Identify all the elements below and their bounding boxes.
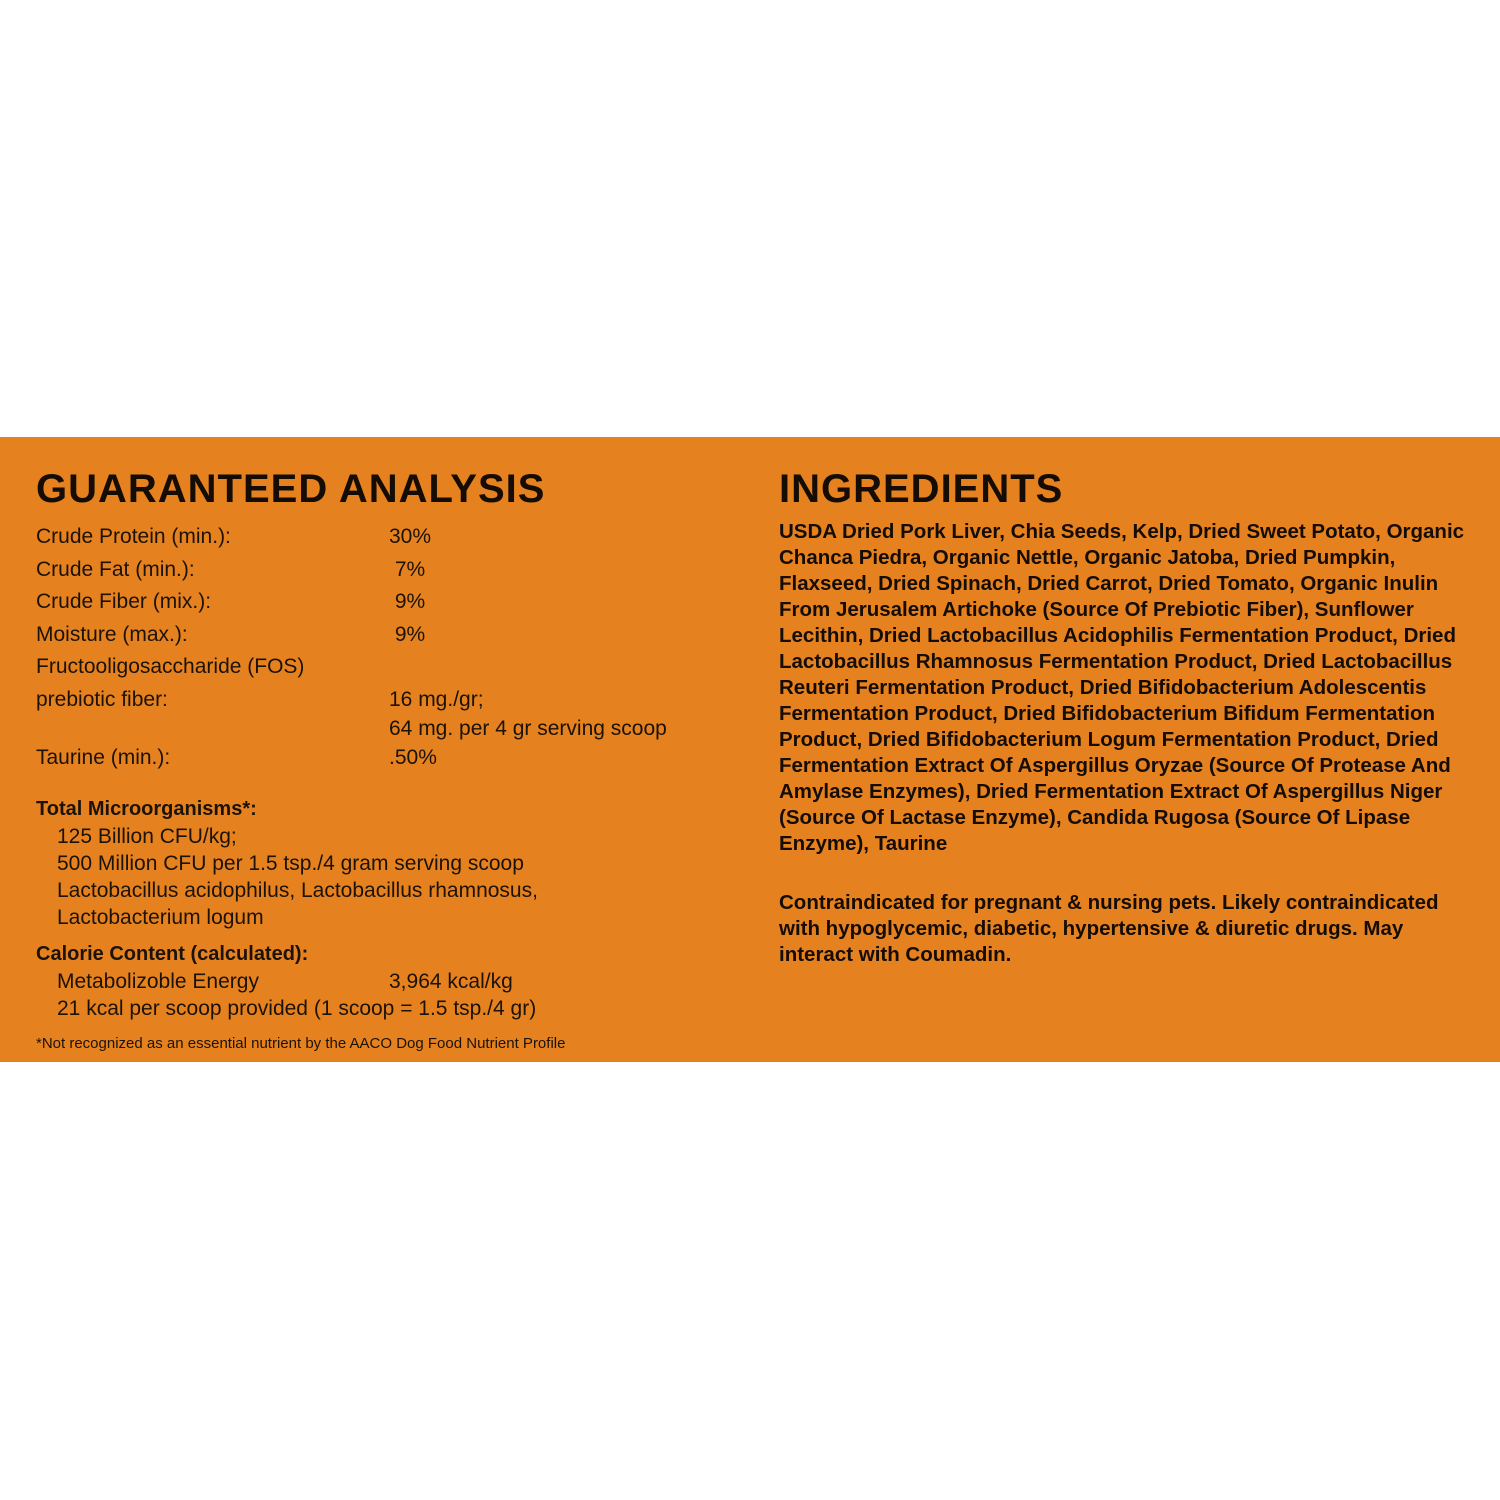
contraindication-warning: Contraindicated for pregnant & nursing pets. Likely contraindicated with hypoglycemic, diabetic, hypertensive & diuretic drugs. May interact with Coumadin. (779, 891, 1439, 966)
energy-value: 3,964 kcal/kg (389, 970, 513, 993)
analysis-label: Moisture (max.): (36, 622, 188, 646)
analysis-value: 7% (389, 557, 426, 581)
microorganisms-line: 500 Million CFU per 1.5 tsp./4 gram serving scoop (57, 852, 524, 875)
ingredients-column (779, 467, 1479, 968)
fos-row-1 (36, 651, 756, 684)
analysis-row (36, 586, 756, 619)
analysis-label: Crude Protein (min.): (36, 525, 231, 548)
analysis-label: Crude Fiber (mix.): (36, 590, 212, 613)
footnote: *Not recognized as an essential nutrient by the AACO Dog Food Nutrient Profile (36, 1035, 566, 1052)
calorie-section (36, 941, 756, 1022)
energy-label: Metabolizoble Energy (57, 970, 259, 993)
analysis-row (36, 554, 756, 587)
analysis-value: 9% (389, 622, 426, 646)
microorganisms-section (36, 796, 756, 931)
taurine-label: Taurine (min.): (36, 745, 171, 769)
scoop-calorie-line: 21 kcal per scoop provided (1 scoop = 1.5 tsp./4 gr) (57, 997, 537, 1020)
microorganisms-line: 125 Billion CFU/kg; (57, 825, 237, 848)
microorganisms-line: Lactobacillus acidophilus, Lactobacillus rhamnosus, (57, 879, 538, 902)
microorganisms-line: Lactobacterium logum (57, 906, 264, 929)
calorie-title: Calorie Content (calculated): (36, 943, 309, 965)
taurine-value: .50% (389, 745, 437, 769)
analysis-label: Crude Fat (min.): (36, 557, 195, 581)
taurine-row (36, 742, 756, 775)
fos-row-3 (36, 715, 756, 742)
analysis-value: 30% (389, 525, 432, 548)
fos-label-line-1: Fructooligosaccharide (FOS) (36, 655, 305, 678)
ingredients-title: INGREDIENTS (779, 467, 1064, 511)
fos-label-line-2: prebiotic fiber: (36, 687, 168, 711)
microorganisms-title: Total Microorganisms*: (36, 798, 257, 820)
analysis-table (36, 521, 756, 774)
ingredients-list: USDA Dried Pork Liver, Chia Seeds, Kelp, Dried Sweet Potato, Organic Chanca Piedra, Organic Nettle, Organic Jatoba, Dried Pumpkin, Flaxseed, Dried Spinach, Dried Carrot, Dried Tomato, Organic Inulin From Jerusalem Artichoke (Source Of Prebiotic Fiber), Sunflower Lecithin, Dried Lactobacillus Acidophilis Fermentation Product, Dried Lactobacillus Rhamnosus Fermentation Product, Dried Lactobacillus Reuteri Fermentation Product, Dried Bifidobacterium Adolescentis Fermentation Product, Dried Bifidobacterium Bifidum Fermentation Product, Dried Bifidobacterium Logum Fermentation Product, Dried Fermentation Extract Of Aspergillus Oryzae (Source Of Protease And Amylase Enzymes), Dried Fermentation Extract Of Aspergillus Niger (Source Of Lactase Enzyme), Candida Rugosa (Source Of Lipase Enzyme), Taurine (779, 520, 1465, 855)
energy-row (36, 968, 756, 995)
analysis-value: 9% (389, 590, 426, 613)
analysis-row (36, 521, 756, 554)
fos-value-line-2: 64 mg. per 4 gr serving scoop (389, 716, 667, 740)
fos-row-2 (36, 686, 756, 713)
analysis-row (36, 619, 756, 652)
fos-value-line-1: 16 mg./gr; (389, 687, 484, 711)
guaranteed-analysis-title: GUARANTEED ANALYSIS (36, 467, 546, 511)
label-panel (0, 437, 1500, 1062)
guaranteed-analysis-column (36, 467, 756, 1054)
